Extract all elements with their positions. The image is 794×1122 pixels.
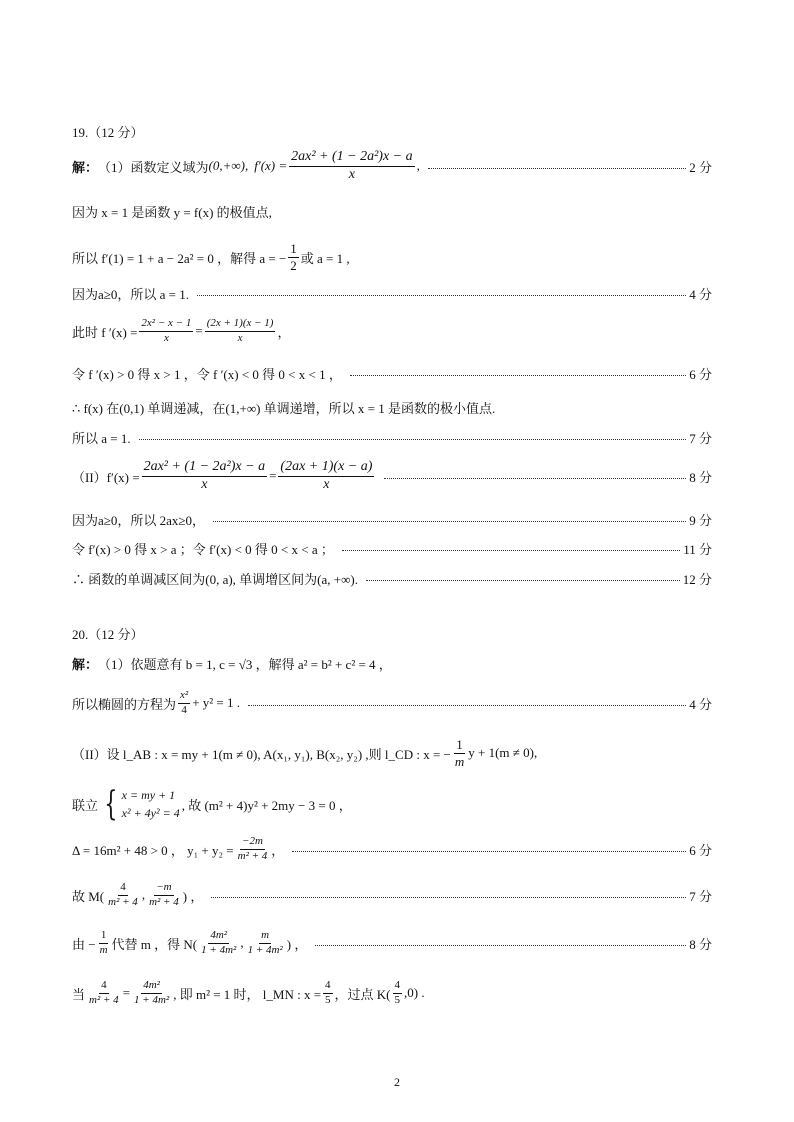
q20-line1: 解： （1）依题意有 b = 1, c = √3 ，解得 a² = b² + c² = 4 ，	[72, 657, 392, 672]
q19-line12: ∴ 函数的单调减区间为(0, a), 单调增区间为(a, +∞). 12 分	[72, 569, 712, 588]
fraction: $\frac{4}{5}$	[394, 979, 401, 1006]
fraction: $\frac{\text{4m²}}{\text{1 + 4m²}}$	[134, 979, 170, 1006]
dotted-leader	[139, 439, 687, 440]
q19-line6: 令 f ′(x) > 0 得 x > 1 ，令 f ′(x) < 0 得 0 < x < 1 ， 6 分	[72, 364, 712, 383]
fraction: $\frac{-2m}{\text{m² + 4}}$	[237, 835, 268, 862]
fraction: $\frac{1}{m}$	[99, 929, 108, 956]
fraction: $\frac{\text{2x² − x − 1}}{x}$	[141, 317, 192, 344]
score-label: 6 分	[689, 842, 712, 858]
score-label: 8 分	[689, 469, 712, 485]
fraction: $\frac{(2ax + 1)(x - a)}{x}$	[280, 459, 373, 492]
score-label: 6 分	[689, 367, 712, 382]
score-label: 7 分	[689, 431, 712, 446]
dotted-leader	[350, 375, 686, 376]
dotted-leader	[211, 897, 686, 898]
equation-system: { x = my + 1 x² + 4y² = 4	[104, 784, 180, 824]
brace-icon: {	[104, 784, 118, 824]
q19-line8: 所以 a = 1. 7 分	[72, 428, 712, 447]
fraction: $\frac{\text{x²}}{4}$	[180, 689, 189, 716]
fraction: $\frac{m}{\text{1 + 4m²}}$	[247, 929, 283, 956]
q19-line3: 所以 f′(1) = 1 + a − 2a² = 0 ，解得 a = − $\frac{1}{2}$ 或 a = 1 ,	[72, 241, 350, 273]
dotted-leader	[315, 945, 686, 946]
q19-line1: 解： （1）函数定义域为 (0,+∞), f′(x) = $\frac{\text{2ax² + (1 − 2a²)x − a}}{x}$ , 2 分	[72, 149, 712, 182]
q20-line3: （II）设 l_AB : x = my + 1(m ≠ 0), A(x₁, y₁), B(x₂, y₂) ,则 l_CD : x = − $\frac{1}{m}$ y + 1(m ≠ 0),	[72, 737, 538, 769]
q20-heading: 20.（12 分）	[72, 627, 144, 642]
q19-line7: ∴ f(x) 在(0,1) 单调递减，在(1,+∞) 单调递增，所以 x = 1 是函数的极小值点.	[72, 401, 496, 416]
q19-heading: 19.（12 分）	[72, 125, 144, 140]
q19-line5: 此时 f ′(x) = $\frac{\text{2x² − x − 1}}{x}$ = $\frac{(2x + 1)(x - 1)}{x}$ ，	[72, 317, 291, 344]
fraction: $\frac{\text{4m²}}{\text{1 + 4m²}}$	[201, 929, 237, 956]
fraction: $\frac{\text{2ax² + (1 − 2a²)x − a}}{x}$	[143, 459, 266, 492]
score-label: 8 分	[689, 936, 712, 952]
fraction: $\frac{4}{\text{m² + 4}}$	[89, 979, 119, 1006]
dotted-leader	[342, 550, 680, 551]
q19-line4: 因为a≥0，所以 a = 1. 4 分	[72, 284, 712, 303]
score-label: 4 分	[689, 287, 712, 302]
score-label: 9 分	[689, 513, 712, 528]
fraction: $\frac{4}{5}$	[325, 979, 331, 1006]
q19-line9: （II）f′(x) = $\frac{\text{2ax² + (1 − 2a²)x − a}}{x}$ = $\frac{(2ax + 1)(x - a)}{x}$ 8 分	[72, 459, 712, 492]
q20-line4: 联立 { x = my + 1 x² + 4y² = 4 , 故 (m² + 4)y² + 2my − 3 = 0 ，	[72, 784, 352, 824]
dotted-leader	[366, 580, 680, 581]
dotted-leader	[197, 295, 686, 296]
q19-line11: 令 f′(x) > 0 得 x > a ；令 f′(x) < 0 得 0 < x < a ； 11 分	[72, 539, 712, 558]
dotted-leader	[384, 478, 686, 479]
q19-line2: 因为 x = 1 是函数 y = f(x) 的极值点,	[72, 205, 272, 220]
q20-line5: Δ = 16m² + 48 > 0 ， y₁ + y₂ = $\frac{-2m}{\text{m² + 4}}$ ， 6 分	[72, 835, 712, 862]
q20-line7: 由 − $\frac{1}{m}$ 代替 m ，得 N( $\frac{\text{4m²}}{\text{1 + 4m²}}$ , $\frac{m}{\text{1 + 4m²}}$ ) ， 8 分	[72, 929, 712, 956]
fraction: $\frac{1}{m}$	[454, 737, 465, 769]
fraction: $\frac{-m}{\text{m² + 4}}$	[149, 881, 179, 908]
score-label: 2 分	[689, 159, 712, 175]
dotted-leader	[428, 168, 686, 169]
fraction: $\frac{1}{2}$	[290, 241, 297, 273]
score-label: 7 分	[689, 888, 712, 904]
dotted-leader	[248, 705, 686, 706]
page-number: 2	[394, 1075, 400, 1089]
q20-line8: 当 $\frac{4}{\text{m² + 4}}$ = $\frac{\text{4m²}}{\text{1 + 4m²}}$ , 即 m² = 1 时， l_MN : x = $\frac{4}{5}$ ，过点 K( $\frac{4}{5}$ ,0) .	[72, 979, 425, 1006]
score-label: 12 分	[682, 572, 712, 587]
dotted-leader	[213, 521, 686, 522]
q19-line10: 因为a≥0，所以 2ax≥0， 9 分	[72, 510, 712, 529]
score-label: 4 分	[689, 696, 712, 712]
fraction: $\frac{\text{2ax² + (1 − 2a²)x − a}}{x}$	[291, 149, 413, 182]
score-label: 11 分	[683, 542, 712, 557]
q20-line2: 所以椭圆的方程为 $\frac{\text{x²}}{4}$ + y² = 1 . 4 分	[72, 689, 712, 716]
dotted-leader	[292, 851, 686, 852]
q20-line6: 故 M( $\frac{4}{\text{m² + 4}}$ , $\frac{-m}{\text{m² + 4}}$ ) ， 7 分	[72, 881, 712, 908]
fraction: $\frac{4}{\text{m² + 4}}$	[108, 881, 138, 908]
fraction: $\frac{(2x + 1)(x - 1)}{x}$	[206, 317, 274, 344]
